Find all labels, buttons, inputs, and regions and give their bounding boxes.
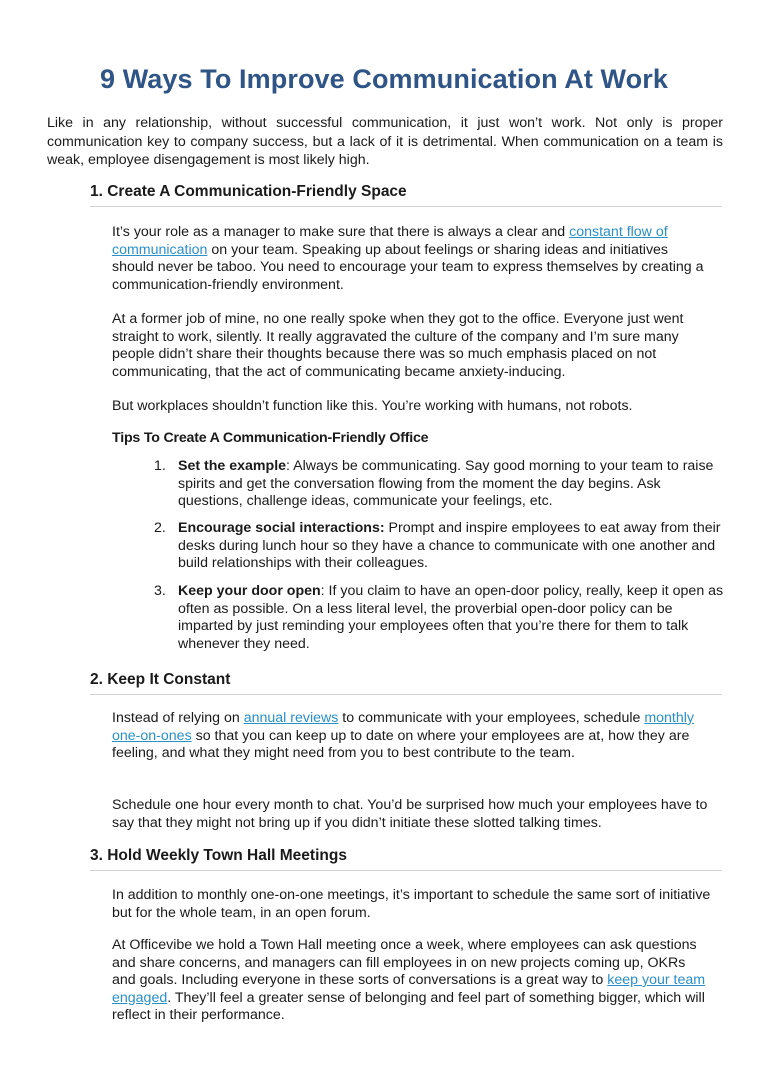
- section-1-paragraph-3: But workplaces shouldn’t function like this. You’re working with humans, not robots.: [112, 398, 633, 414]
- tip-text: Prompt and inspire employees to eat away from their desks during lunch hour so they have a chance to communicate with one another and build relationships with their colleagues.: [178, 520, 721, 571]
- section-3-paragraph-1: In addition to monthly one-on-one meetings, it’s important to schedule the same sort of initiative but for the whole team, in an open forum.: [112, 887, 711, 921]
- text-run: so that you can keep up to date on where your employees are at, how they are feeling, and what they might need from you to best contribute to the team.: [112, 727, 690, 761]
- tip-item: [154, 458, 724, 511]
- tip-text: : If you claim to have an open-door policy, really, keep it open as often as possible. On a less literal level, the proverbial open-door policy can be imparted by just reminding your employees often that you’re there for them to talk whenever they need.: [178, 583, 724, 652]
- page-title: 9 Ways To Improve Communication At Work: [100, 64, 668, 94]
- annual-reviews-link[interactable]: annual reviews: [243, 710, 339, 726]
- section-3-heading: 3. Hold Weekly Town Hall Meetings: [90, 847, 722, 871]
- tip-text: : Always be communicating. Say good morning to your team to raise spirits and get the conversation flowing from the moment the day begins. Ask questions, challenge ideas, communicate your feelings, etc.: [178, 458, 714, 509]
- tip-item: [154, 583, 724, 653]
- section-2-heading: 2. Keep It Constant: [90, 671, 722, 695]
- section-2-paragraph-1: [112, 710, 712, 763]
- tip-body: [178, 583, 724, 653]
- monthly-one-on-ones-link[interactable]: monthly one-on-ones: [112, 710, 695, 744]
- section-2-paragraph-2: Schedule one hour every month to chat. You’d be surprised how much your employees have to say that they might not bring up if you didn’t initiate these slotted talking times.: [112, 797, 708, 831]
- keep-team-engaged-link[interactable]: keep your team engaged: [112, 972, 706, 1006]
- section-1-heading: 1. Create A Communication-Friendly Space: [90, 183, 722, 207]
- section-3-paragraph-2: [112, 937, 712, 1025]
- text-run: At Officevibe we hold a Town Hall meeting once a week, where employees can ask questions and share concerns, and managers can fill employees in on new projects coming up, OKRs and goals. Including everyone in these sorts of conversations is a great way to: [112, 937, 697, 988]
- intro-paragraph: Like in any relationship, without successful communication, it just won’t work. Not only is proper communication key to company success, but a lack of it is detrimental. When communication on a team is weak, employee disengagement is most likely high.: [47, 115, 723, 168]
- text-run: . They’ll feel a greater sense of belonging and feel part of something bigger, which will reflect in their performance.: [112, 989, 705, 1023]
- tip-title: Keep your door open: [178, 583, 321, 599]
- tip-title: Set the example: [178, 458, 287, 474]
- tip-number: 2.: [154, 520, 166, 536]
- tip-body: [178, 458, 724, 511]
- tip-title: Encourage social interactions:: [178, 520, 385, 536]
- section-1-paragraph-1: [112, 224, 712, 294]
- text-run: It’s your role as a manager to make sure that there is always a clear and: [112, 224, 570, 240]
- text-run: Instead of relying on: [112, 710, 244, 726]
- tips-heading: Tips To Create A Communication-Friendly Office: [112, 430, 429, 446]
- tip-body: [178, 520, 724, 573]
- text-run: on your team. Speaking up about feelings or sharing ideas and initiatives should never be taboo. You need to encourage your team to express themselves by creating a communication-friendly environment.: [112, 241, 704, 293]
- tip-number: 3.: [154, 583, 166, 599]
- text-run: to communicate with your employees, schedule: [338, 710, 645, 726]
- tip-number: 1.: [154, 458, 166, 474]
- constant-flow-link[interactable]: constant flow of communication: [112, 224, 668, 258]
- section-1-paragraph-2: At a former job of mine, no one really spoke when they got to the office. Everyone just went straight to work, silently. It really aggravated the culture of the company and I’m sure many people didn’t share their thoughts because there was so much emphasis placed on not communicating, that the act of communicating became anxiety-inducing.: [112, 311, 684, 380]
- tip-item: [154, 520, 724, 573]
